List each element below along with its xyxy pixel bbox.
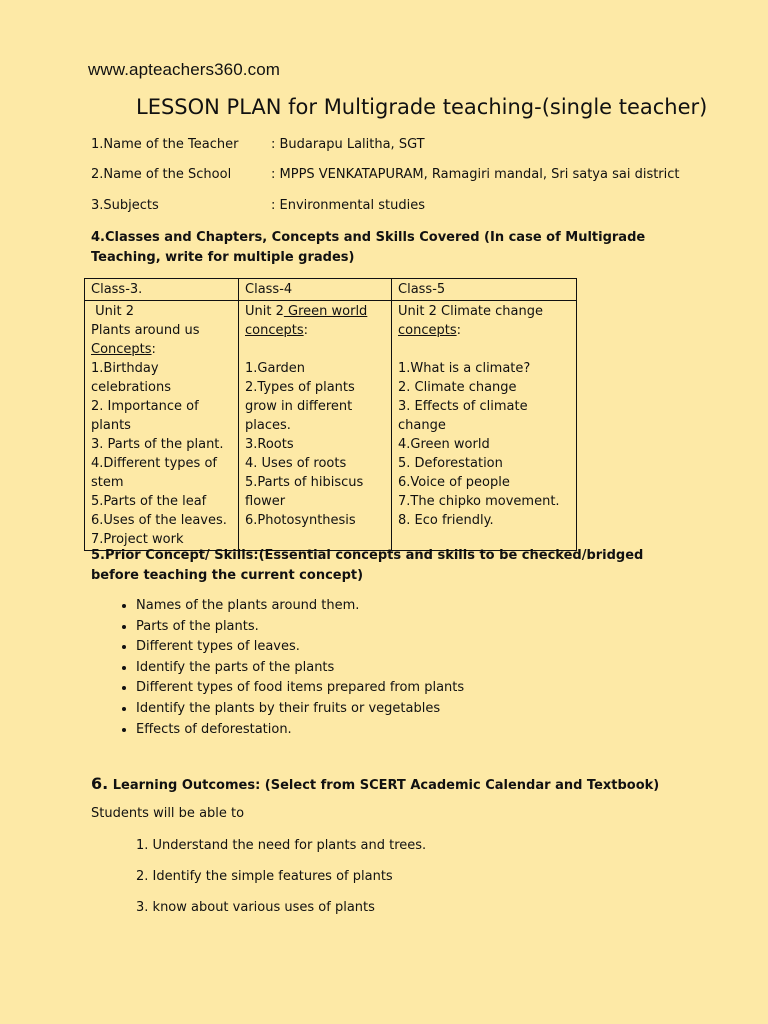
list-item: 6.Voice of people bbox=[398, 475, 510, 490]
class-5-unit: Unit 2 Climate change bbox=[398, 304, 543, 319]
list-item: 1.Garden bbox=[245, 361, 306, 376]
class-3-cell bbox=[85, 301, 239, 551]
section-6-title: Learning Outcomes: (Select from SCERT Academic Calendar and Textbook) bbox=[108, 778, 660, 793]
concepts-label-text: concepts bbox=[398, 323, 457, 338]
list-item: 4.Different types of stem bbox=[91, 456, 217, 490]
prior-concepts-list bbox=[109, 596, 464, 740]
field-label: 1.Name of the Teacher bbox=[91, 137, 239, 152]
class-5-concepts-label bbox=[398, 321, 570, 340]
concepts-colon: : bbox=[456, 323, 461, 338]
concepts-label-text: Concepts bbox=[91, 342, 152, 357]
column-header-class-4: Class-4 bbox=[239, 279, 392, 301]
concepts-colon: : bbox=[303, 323, 308, 338]
class-4-unit bbox=[245, 302, 385, 321]
list-item: • Different types of food items prepared from plants bbox=[136, 678, 464, 699]
field-label: 3.Subjects bbox=[91, 198, 159, 213]
list-item: 2. Identify the simple features of plants bbox=[136, 869, 393, 884]
list-item: 1.Birthday celebrations bbox=[91, 361, 171, 395]
list-item: 5. Deforestation bbox=[398, 456, 503, 471]
list-item: 7.Project work bbox=[91, 532, 184, 547]
class-4-concepts-label bbox=[245, 321, 385, 340]
list-item: 1.What is a climate? bbox=[398, 361, 531, 376]
outcomes-lead: Students will be able to bbox=[91, 806, 245, 821]
list-item: 2. Climate change bbox=[398, 380, 517, 395]
list-item: 3. know about various uses of plants bbox=[136, 900, 375, 915]
concepts-label-text: concepts bbox=[245, 323, 304, 338]
site-url: www.apteachers360.com bbox=[88, 60, 281, 79]
classes-table bbox=[84, 278, 577, 551]
field-teacher-name bbox=[91, 137, 425, 152]
section-4-heading: 4.Classes and Chapters, Concepts and Skills Covered (In case of Multigrade Teaching, write for multiple grades) bbox=[91, 230, 646, 265]
list-item: 7.The chipko movement. bbox=[398, 494, 560, 509]
list-item: 3. Effects of climate change bbox=[398, 399, 528, 433]
section-6-heading bbox=[91, 774, 659, 793]
class-3-chapter: Plants around us bbox=[91, 323, 200, 338]
column-header-class-3: Class-3. bbox=[85, 279, 239, 301]
page-title: LESSON PLAN for Multigrade teaching-(single teacher) bbox=[136, 95, 708, 119]
list-item: 5.Parts of hibiscus flower bbox=[245, 475, 364, 509]
field-value: : Budarapu Lalitha, SGT bbox=[271, 137, 425, 152]
list-item: 3. Parts of the plant. bbox=[91, 437, 224, 452]
section-6-number: 6. bbox=[91, 774, 109, 793]
list-item: • Effects of deforestation. bbox=[136, 720, 464, 741]
list-item: 1. Understand the need for plants and trees. bbox=[136, 838, 427, 853]
field-label: 2.Name of the School bbox=[91, 167, 232, 182]
section-5-heading: 5.Prior Concept/ Skills:(Essential concepts and skills to be checked/bridged before teaching the current concept) bbox=[91, 548, 644, 583]
list-item: 2. Importance of plants bbox=[91, 399, 199, 433]
class-3-concepts-label bbox=[91, 340, 232, 359]
class-4-cell bbox=[239, 301, 392, 551]
class-3-unit: Unit 2 bbox=[91, 304, 134, 319]
table-header-row bbox=[85, 279, 577, 301]
list-item: 2.Types of plants grow in different places. bbox=[245, 380, 355, 433]
concepts-colon: : bbox=[151, 342, 156, 357]
table-row bbox=[85, 301, 577, 551]
unit-prefix: Unit 2 bbox=[245, 304, 284, 319]
field-school-name bbox=[91, 167, 680, 182]
list-item: • Different types of leaves. bbox=[136, 637, 464, 658]
column-header-class-5: Class-5 bbox=[392, 279, 577, 301]
list-item: 8. Eco friendly. bbox=[398, 513, 494, 528]
list-item: 4. Uses of roots bbox=[245, 456, 347, 471]
list-item: 3.Roots bbox=[245, 437, 294, 452]
unit-title: Green world bbox=[283, 304, 368, 319]
field-subjects bbox=[91, 198, 425, 213]
list-item: 6.Photosynthesis bbox=[245, 513, 356, 528]
list-item: • Identify the parts of the plants bbox=[136, 658, 464, 679]
list-item: 4.Green world bbox=[398, 437, 490, 452]
list-item: 6.Uses of the leaves. bbox=[91, 513, 227, 528]
list-item: • Parts of the plants. bbox=[136, 617, 464, 638]
class-5-cell bbox=[392, 301, 577, 551]
blank-line bbox=[398, 340, 570, 359]
field-value: : MPPS VENKATAPURAM, Ramagiri mandal, Sri satya sai district bbox=[271, 167, 680, 182]
list-item: • Identify the plants by their fruits or vegetables bbox=[136, 699, 464, 720]
blank-line bbox=[245, 340, 385, 359]
list-item: 5.Parts of the leaf bbox=[91, 494, 207, 509]
field-value: : Environmental studies bbox=[271, 198, 425, 213]
list-item: • Names of the plants around them. bbox=[136, 596, 464, 617]
